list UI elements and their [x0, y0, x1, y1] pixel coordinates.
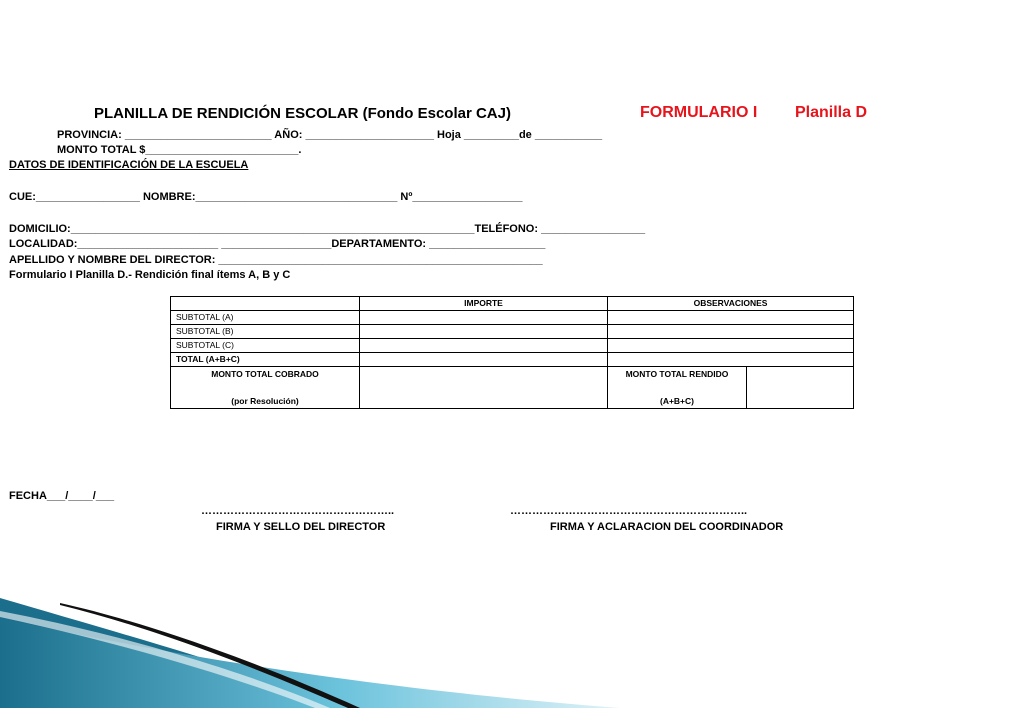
fecha-line: FECHA___/____/___ [9, 490, 115, 502]
table-header-row [171, 297, 854, 311]
section-heading: DATOS DE IDENTIFICACIÓN DE LA ESCUELA [9, 159, 249, 171]
cell-importe-a[interactable] [360, 311, 608, 325]
localidad-line: LOCALIDAD:_______________________ __________________DEPARTAMENTO: ___________________ [9, 238, 546, 250]
provincia-line: PROVINCIA: ________________________ AÑO: _____________________ Hoja _________de ___________ [57, 129, 603, 141]
table-row [171, 339, 854, 353]
monto-cobrado-subtitle: (por Resolución) [231, 396, 299, 406]
cell-observaciones-b[interactable] [608, 325, 854, 339]
cell-importe-b[interactable] [360, 325, 608, 339]
cell-monto-cobrado[interactable] [360, 367, 608, 409]
header-observaciones: OBSERVACIONES [608, 297, 854, 311]
formulario-line: Formulario I Planilla D.- Rendición final ítems A, B y C [9, 269, 291, 281]
cell-importe-c[interactable] [360, 339, 608, 353]
table-header-blank [171, 297, 360, 311]
header-importe: IMPORTE [360, 297, 608, 311]
cell-observaciones-c[interactable] [608, 339, 854, 353]
monto-cobrado-label [171, 367, 360, 409]
monto-line: MONTO TOTAL $_________________________. [57, 144, 302, 156]
row-label-subtotal-a: SUBTOTAL (A) [171, 311, 360, 325]
table-row-montos [171, 367, 854, 409]
cue-line: CUE:_________________ NOMBRE:_________________________________ Nº__________________ [9, 191, 523, 203]
cell-monto-rendido[interactable] [747, 367, 854, 409]
cell-observaciones-a[interactable] [608, 311, 854, 325]
document-title: PLANILLA DE RENDICIÓN ESCOLAR (Fondo Escolar CAJ) [94, 105, 511, 122]
cell-importe-total[interactable] [360, 353, 608, 367]
monto-cobrado-title: MONTO TOTAL COBRADO [211, 369, 319, 379]
domicilio-line: DOMICILIO:__________________________________________________________________TELÉFONO: _________________ [9, 223, 646, 235]
firma-coordinador-label: FIRMA Y ACLARACION DEL COORDINADOR [550, 521, 784, 533]
table-row [171, 311, 854, 325]
director-line: APELLIDO Y NOMBRE DEL DIRECTOR: _____________________________________________________ [9, 254, 543, 266]
monto-rendido-title: MONTO TOTAL RENDIDO [625, 369, 729, 379]
table-row [171, 353, 854, 367]
firma-director-label: FIRMA Y SELLO DEL DIRECTOR [216, 521, 386, 533]
planilla-label: Planilla D [795, 104, 868, 121]
row-label-total: TOTAL (A+B+C) [171, 353, 360, 367]
rendicion-table [170, 296, 854, 409]
monto-rendido-subtitle: (A+B+C) [659, 396, 694, 406]
table-row [171, 325, 854, 339]
form-label: FORMULARIO I [640, 104, 758, 121]
signature-line-director: …………………………………………….. [201, 505, 395, 517]
signature-line-coordinador: ……………………………………………………….. [510, 505, 748, 517]
cell-observaciones-total[interactable] [608, 353, 854, 367]
row-label-subtotal-c: SUBTOTAL (C) [171, 339, 360, 353]
decorative-wave [0, 593, 620, 708]
row-label-subtotal-b: SUBTOTAL (B) [171, 325, 360, 339]
monto-rendido-label [608, 367, 747, 409]
